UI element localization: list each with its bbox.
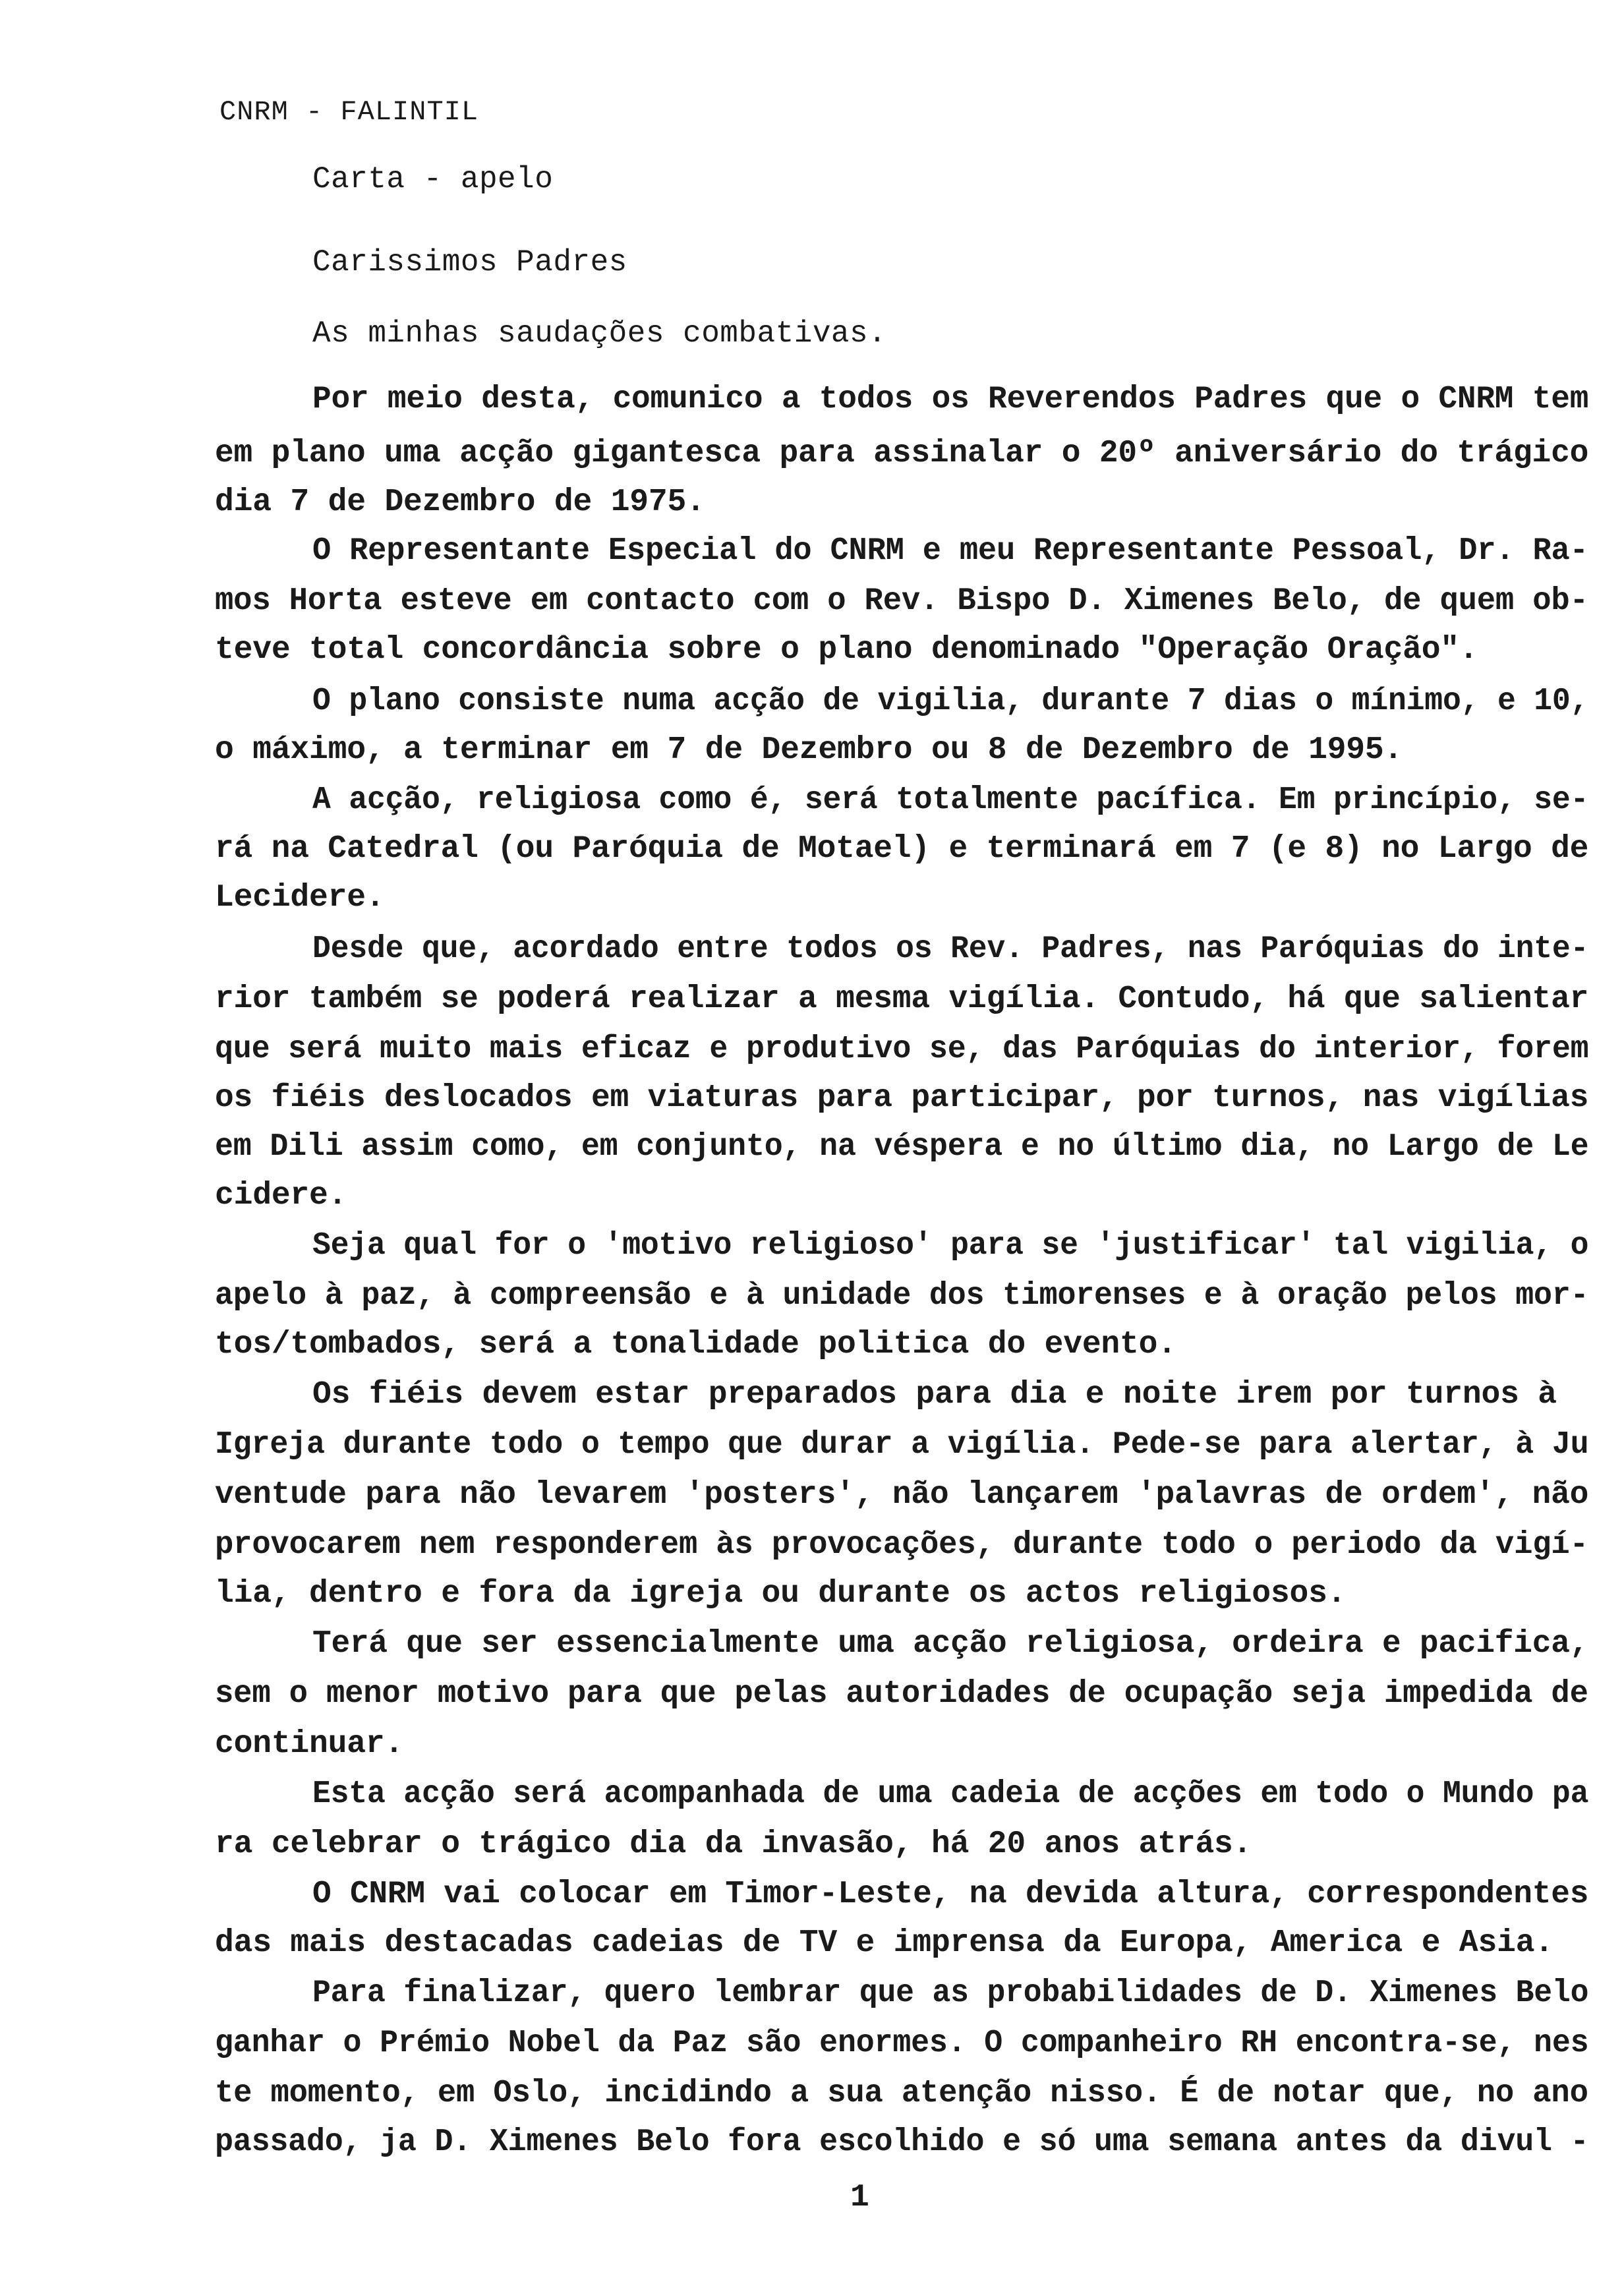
body-line: cidere.: [215, 1178, 347, 1213]
body-line: rá na Catedral (ou Paróquia de Motael) e terminará em 7 (e 8) no Largo de: [215, 831, 1589, 867]
body-line: Lecidere.: [215, 880, 385, 916]
body-line: provocarem nem responderem às provocações, durante todo o periodo da vigí-: [215, 1527, 1588, 1563]
body-line: Por meio desta, comunico a todos os Reverendos Padres que o CNRM tem: [312, 382, 1589, 417]
body-line: Terá que ser essencialmente uma acção religiosa, ordeira e pacifica,: [312, 1626, 1589, 1662]
body-line: apelo à paz, à compreensão e à unidade dos timorenses e à oração pelos mor-: [215, 1278, 1589, 1314]
body-line: em Dili assim como, em conjunto, na véspera e no último dia, no Largo de Le: [215, 1129, 1589, 1165]
body-line: Esta acção será acompanhada de uma cadeia de acções em todo o Mundo pa: [312, 1776, 1589, 1812]
letter-subject: Carta - apelo: [312, 162, 554, 196]
body-line: sem o menor motivo para que pelas autoridades de ocupação seja impedida de: [215, 1676, 1588, 1712]
body-line: dia 7 de Dezembro de 1975.: [215, 484, 705, 520]
body-line: te momento, em Oslo, incidindo a sua atenção nisso. É de notar que, no ano: [215, 2076, 1588, 2111]
body-line: rior também se poderá realizar a mesma vigília. Contudo, há que salientar: [215, 981, 1589, 1017]
body-line: das mais destacadas cadeias de TV e imprensa da Europa, America e Asia.: [215, 1925, 1553, 1961]
document-header: CNRM - FALINTIL: [219, 96, 479, 128]
letter-salutation: Carissimos Padres: [312, 245, 627, 279]
body-line: ganhar o Prémio Nobel da Paz são enormes. O companheiro RH encontra-se, nes: [215, 2026, 1589, 2061]
body-line: A acção, religiosa como é, será totalmente pacífica. Em princípio, se-: [312, 782, 1589, 818]
body-line: Seja qual for o 'motivo religioso' para se 'justificar' tal vigilia, o: [312, 1228, 1589, 1264]
body-line: O Representante Especial do CNRM e meu Representante Pessoal, Dr. Ra-: [312, 533, 1588, 569]
body-line: tos/tombados, será a tonalidade politica do evento.: [215, 1327, 1176, 1362]
body-line: mos Horta esteve em contacto com o Rev. Bispo D. Ximenes Belo, de quem ob-: [215, 583, 1588, 619]
body-line: O CNRM vai colocar em Timor-Leste, na devida altura, correspondentes: [312, 1877, 1589, 1912]
page-number: 1: [850, 2180, 869, 2215]
body-line: Os fiéis devem estar preparados para dia e noite irem por turnos à: [312, 1377, 1557, 1413]
body-line: o máximo, a terminar em 7 de Dezembro ou 8 de Dezembro de 1995.: [215, 732, 1403, 768]
body-line: ventude para não levarem 'posters', não lançarem 'palavras de ordem', não: [215, 1477, 1589, 1513]
body-line: teve total concordância sobre o plano denominado "Operação Oração".: [215, 632, 1478, 668]
body-line: Desde que, acordado entre todos os Rev. Padres, nas Paróquias do inte-: [312, 931, 1589, 967]
body-line: O plano consiste numa acção de vigilia, durante 7 dias o mínimo, e 10,: [312, 684, 1589, 719]
body-line: ra celebrar o trágico dia da invasão, há 20 anos atrás.: [215, 1826, 1252, 1862]
body-line: passado, ja D. Ximenes Belo fora escolhido e só uma semana antes da divul -: [215, 2124, 1589, 2160]
body-line: continuar.: [215, 1726, 404, 1762]
body-line: em plano uma acção gigantesca para assinalar o 20º aniversário do trágico: [215, 436, 1589, 471]
body-line: os fiéis deslocados em viaturas para participar, por turnos, nas vigílias: [215, 1080, 1589, 1116]
letter-greeting: As minhas saudações combativas.: [312, 316, 887, 351]
body-line: que será muito mais eficaz e produtivo se, das Paróquias do interior, forem: [215, 1032, 1589, 1067]
body-line: Para finalizar, quero lembrar que as probabilidades de D. Ximenes Belo: [312, 1975, 1589, 2011]
body-line: Igreja durante todo o tempo que durar a vigília. Pede-se para alertar, à Ju: [215, 1427, 1589, 1463]
body-line: lia, dentro e fora da igreja ou durante os actos religiosos.: [215, 1576, 1347, 1612]
